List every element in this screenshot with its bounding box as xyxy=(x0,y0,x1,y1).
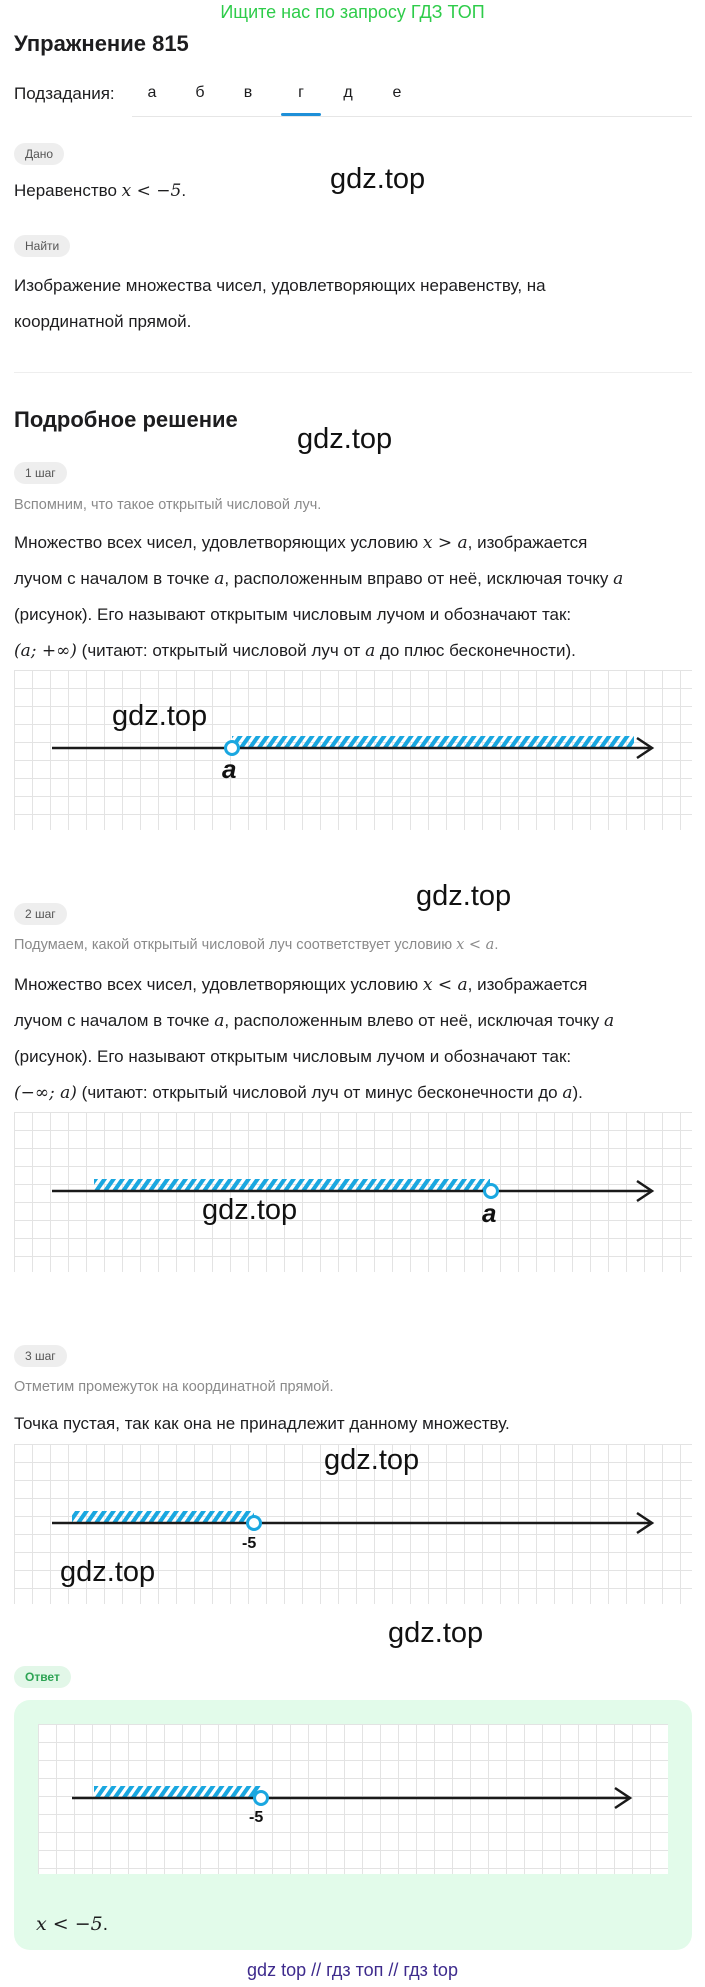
step1-text: Множество всех чисел, удовлетворяющих условию x > a, изображается лучом с началом в точке a, расположенным вправо от неё, исключая точку a (рисунок). Его называют открытым числовым лучом и обозначают так: (a; +∞) (читают: открытый числовой луч от a до плюс бесконечности). xyxy=(14,533,624,661)
find-pill: Найти xyxy=(14,235,70,257)
step1-hint: Вспомним, что такое открытый числовой луч. xyxy=(14,497,322,513)
watermark: gdz.top xyxy=(330,163,426,195)
answer-figure xyxy=(38,1724,668,1874)
open-point xyxy=(226,742,239,755)
step1-number-line xyxy=(14,670,692,830)
step2-text: Множество всех чисел, удовлетворяющих условию x < a, изображается лучом с началом в точке a, расположенным влево от неё, исключая точку a (рисунок). Его называют открытым числовым лучом и обозначают так: (−∞; a) (читают: открытый числовой луч от минус бесконечности до a). xyxy=(14,975,615,1103)
watermark: gdz.top xyxy=(297,423,393,455)
shaded-ray xyxy=(232,736,634,748)
tab-e[interactable]: е xyxy=(392,84,402,101)
subtasks-tabs xyxy=(132,78,692,117)
tab-d[interactable]: д xyxy=(343,84,353,101)
step3-figure xyxy=(14,1444,692,1604)
shaded-ray xyxy=(72,1511,254,1523)
step2-pill: 2 шаг xyxy=(14,903,67,925)
given-text: Неравенство x < −5. xyxy=(14,181,187,201)
open-point xyxy=(248,1517,261,1530)
active-tab-indicator xyxy=(281,113,321,116)
point-label: -5 xyxy=(249,1809,264,1826)
point-label: -5 xyxy=(242,1535,257,1552)
page-title: Упражнение 815 xyxy=(14,31,189,56)
watermark: gdz.top xyxy=(112,700,208,732)
footer-links[interactable]: gdz top // гдз топ // гдз top xyxy=(247,1960,458,1980)
answer-pill: Ответ xyxy=(14,1666,71,1688)
subtasks-label: Подзадания: xyxy=(14,84,115,103)
watermark: gdz.top xyxy=(202,1194,298,1226)
answer-number-line xyxy=(38,1724,668,1874)
answer-text: x < −5. xyxy=(36,1913,109,1935)
point-label: a xyxy=(482,1198,497,1228)
open-point xyxy=(485,1185,498,1198)
watermark: gdz.top xyxy=(388,1617,484,1649)
watermark: gdz.top xyxy=(324,1444,420,1476)
tab-b[interactable]: б xyxy=(195,84,205,101)
step3-pill: 3 шаг xyxy=(14,1345,67,1367)
step3-hint: Отметим промежуток на координатной прямой. xyxy=(14,1379,334,1395)
step2-hint: Подумаем, какой открытый числовой луч соответствует условию x < a. xyxy=(14,937,499,953)
watermark: gdz.top xyxy=(416,880,512,912)
open-point xyxy=(255,1792,268,1805)
promo-banner[interactable]: Ищите нас по запросу ГДЗ ТОП xyxy=(220,2,485,22)
given-pill: Дано xyxy=(14,143,64,165)
tab-g[interactable]: г xyxy=(298,84,304,101)
step1-figure xyxy=(14,670,692,830)
tab-a[interactable]: а xyxy=(147,84,157,101)
tab-v[interactable]: в xyxy=(243,84,253,101)
find-text: Изображение множества чисел, удовлетворяющих неравенству, на координатной прямой. xyxy=(14,276,546,331)
shaded-ray xyxy=(94,1786,261,1798)
section-divider xyxy=(14,372,692,373)
step2-figure xyxy=(14,1112,692,1272)
answer-box xyxy=(14,1700,692,1950)
step1-pill: 1 шаг xyxy=(14,462,67,484)
shaded-ray xyxy=(94,1179,490,1191)
solution-title: Подробное решение xyxy=(14,407,238,432)
step3-text: Точка пустая, так как она не принадлежит данному множеству. xyxy=(14,1414,510,1433)
step2-number-line xyxy=(14,1112,692,1272)
point-label: a xyxy=(222,754,237,784)
watermark: gdz.top xyxy=(60,1556,156,1588)
